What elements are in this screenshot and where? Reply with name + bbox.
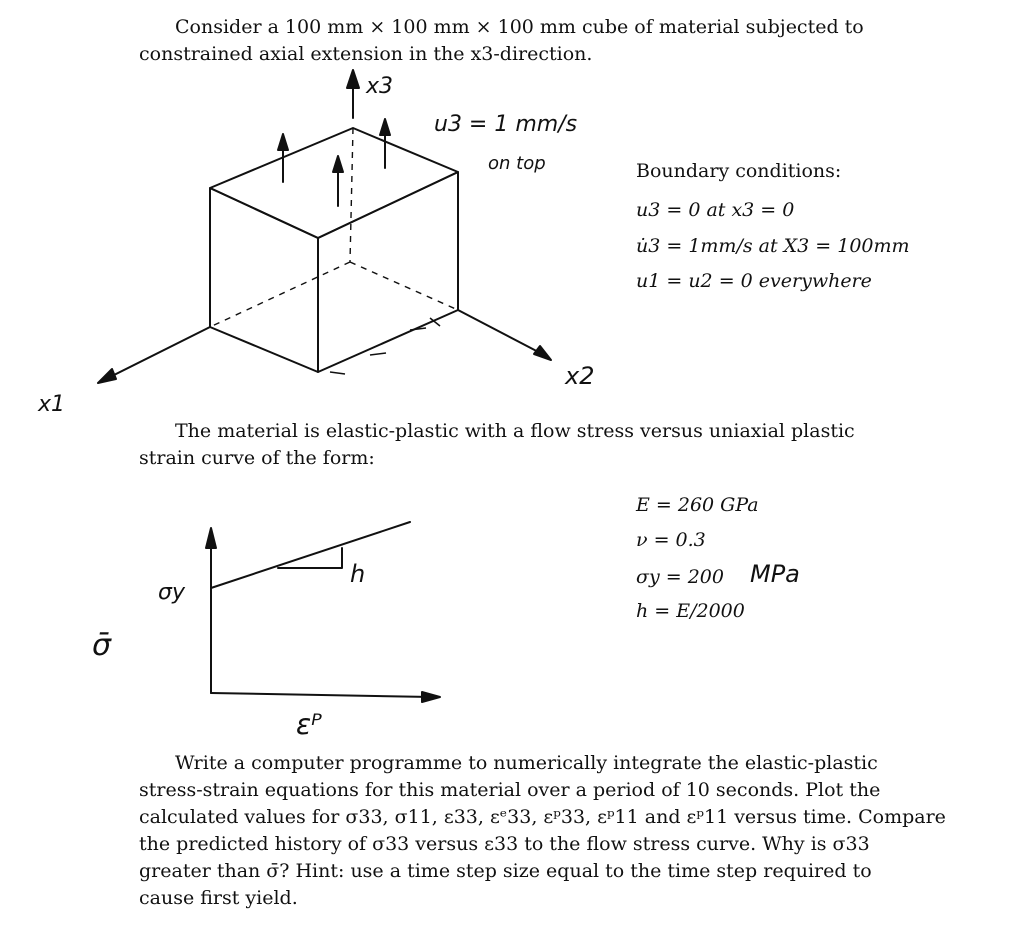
bc-line-2: u̇3 = 1mm/s at X3 = 100mm (636, 235, 910, 257)
bc-line-1: u3 = 0 at x3 = 0 (636, 199, 795, 221)
intro-line-1: Consider a 100 mm × 100 mm × 100 mm cube of material subjected to (175, 16, 864, 38)
x3-axis-label: x3 (366, 74, 394, 99)
bc-title: Boundary conditions: (636, 160, 842, 182)
plastic-strain-label: εᴾ (296, 708, 322, 741)
material-line-1: The material is elastic-plastic with a flow stress versus uniaxial plastic (175, 420, 855, 442)
param-h: h = E/2000 (636, 600, 745, 622)
param-nu: ν = 0.3 (636, 529, 706, 551)
sigma-y-label: σy (158, 580, 185, 605)
task-paragraph (139, 750, 946, 912)
param-sigma-y: σy = 200 (636, 566, 724, 588)
task-line-4: the predicted history of σ33 versus ε33 to the flow stress curve. Why is σ33 (139, 833, 870, 855)
x2-axis-label: x2 (565, 362, 595, 390)
x1-axis-label: x1 (38, 392, 66, 417)
velocity-annotation-sub: on top (488, 153, 546, 174)
velocity-annotation: u3 = 1 mm/s (434, 112, 578, 137)
task-line-1: Write a computer programme to numerically integrate the elastic-plastic (175, 752, 878, 774)
bc-line-3: u1 = u2 = 0 everywhere (636, 270, 872, 292)
material-line-2: strain curve of the form: (139, 447, 375, 469)
task-line-3: calculated values for σ33, σ11, ε33, εᵉ33, εᵖ33, εᵖ11 and εᵖ11 versus time. Compare (139, 806, 946, 828)
param-sigma-y-unit: MPa (750, 560, 800, 588)
task-line-2: stress-strain equations for this material over a period of 10 seconds. Plot the (139, 779, 881, 801)
task-line-6: cause first yield. (139, 887, 298, 909)
slope-h-label: h (350, 560, 366, 588)
task-line-5: greater than σ̄? Hint: use a time step size equal to the time step required to (139, 860, 872, 882)
sigma-bar-label: σ̄ (92, 628, 112, 663)
param-E: E = 260 GPa (636, 494, 759, 516)
intro-line-2: constrained axial extension in the x3-direction. (139, 43, 593, 65)
